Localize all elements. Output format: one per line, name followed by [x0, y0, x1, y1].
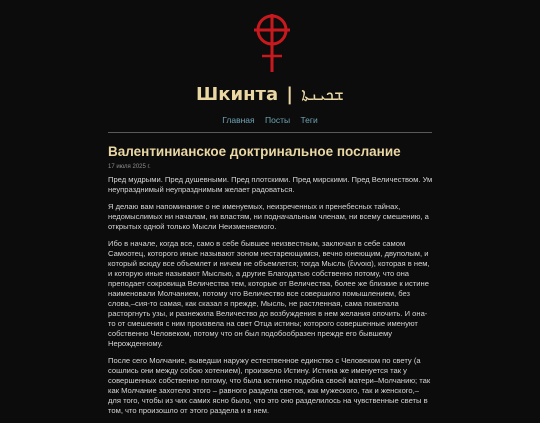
site-title-text: Шкинта — [196, 84, 279, 105]
post-content — [108, 175, 434, 423]
cross-in-circle-logo-icon — [249, 12, 295, 74]
post-paragraph: Ибо в начале, когда все, само в себе бывшее неизвестным, заключал в себе самом Самоотец, которого иные называют эоном нестареющимся, вечно юнеющим, двуполым, и который всюду все объемлет и ничем не объемлется; тогда Мысль (ἔννοια), которая в нем, и которую иные называют Мыслью, а другие Благодатью собственно потому, что она преподает сокровища Величества тем, которые от Величества, более же близкие к истине наименовали Молчанием, потому что Величество все совершило помышлением, без слова,–сия-то самая, как сказал я прежде, Мысль, не растленная, сама пожелала расторгнуть узы, и разнежила Величество до возбуждения в нем желания опочить. И она-то от смешения с ним произвела на свет Отца истины; которого совершенные именуют собственно Человеком, потому что он был подобообразен прежде его бывшему Нерожденному. — [108, 239, 430, 348]
post-paragraph: После сего Молчание, выведши наружу естественное единство с Человеком по свету (а сошлись они между собою хотением), произвело Истину. Истина же именуется так у совершенных собственно потому, что была истинно подобна своей матери–Молчанию; так как Молчание захотело этого – равного раздела светов, как мужеского, так и женского,– для того, чтобы из чих самих ясно было, что это оно разделилось на чувственные светы в том, что произошло от этого раздела и в нем. — [108, 356, 431, 415]
site-title[interactable] — [0, 84, 540, 106]
main-nav — [0, 115, 540, 126]
header-divider — [108, 132, 432, 133]
nav-link-posts[interactable]: Посты — [264, 115, 291, 125]
post-title: Валентинианское доктринальное послание — [108, 144, 401, 159]
site-title-syriac: ܫܟܝܢܬܐ — [301, 85, 344, 105]
post-paragraph: Пред мудрыми. Пред душевными. Пред плотскими. Пред мирскими. Пред Величеством. Ум неупразднимый неупразднимым желает радоваться. — [108, 175, 433, 194]
post-date: 17 июля 2025 г. — [108, 164, 151, 170]
nav-link-tags[interactable]: Теги — [300, 115, 318, 125]
post-paragraph: Я делаю вам напоминание о не именуемых, неизреченных и пренебесных тайнах, недомыслимых ни началам, ни властям, ни подначальным членам, ни всему смешению, а открытых одной только Мысли Неизменяемого. — [108, 202, 429, 231]
title-separator: | — [286, 84, 293, 105]
nav-link-home[interactable]: Главная — [222, 115, 255, 125]
